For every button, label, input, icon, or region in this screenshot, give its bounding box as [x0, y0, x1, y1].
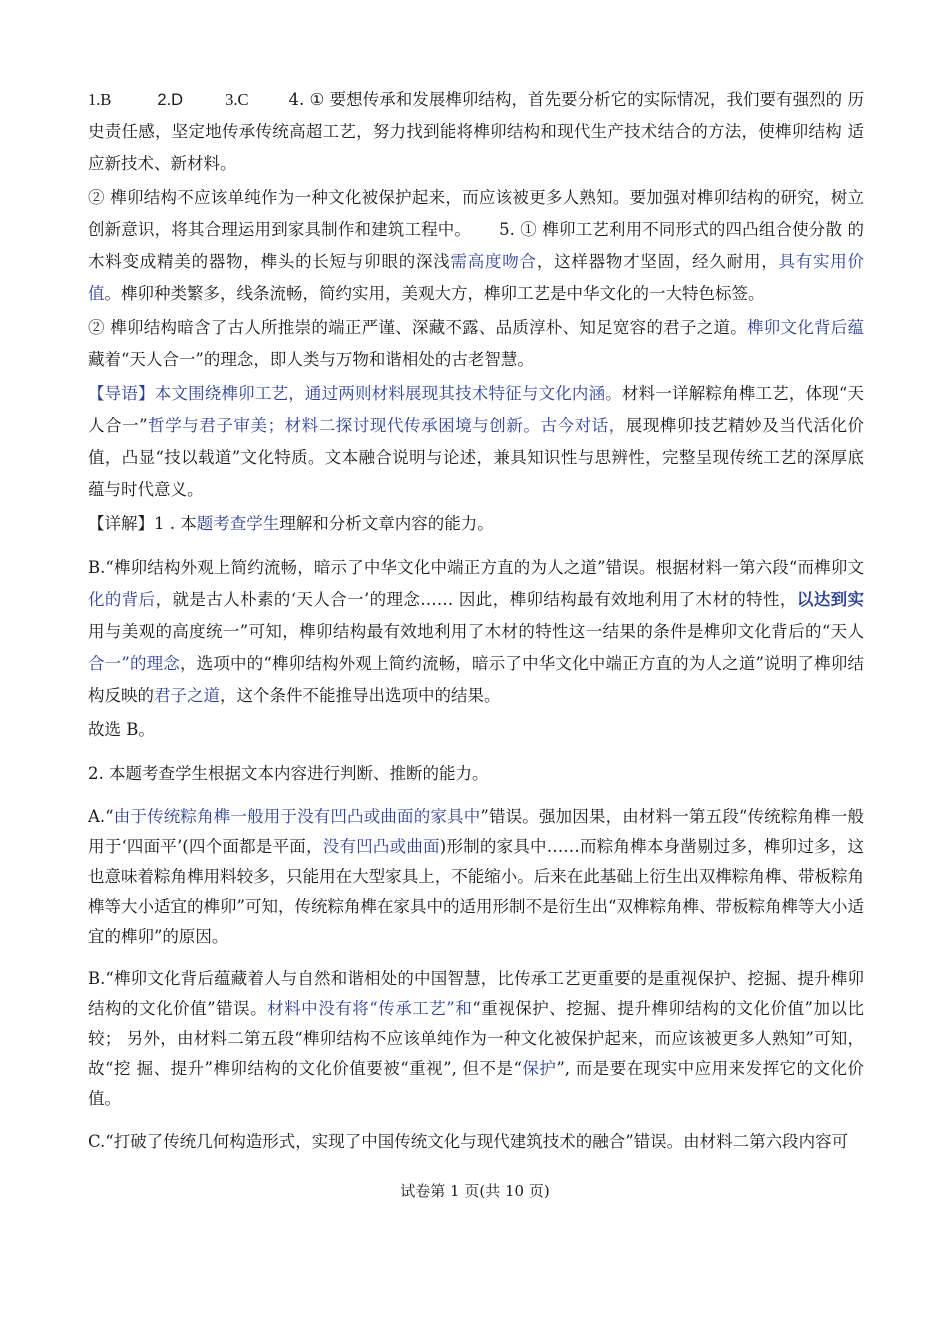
- b-opt-b: 材料中没有将“传承工艺”和: [267, 999, 473, 1018]
- guide-paragraph: [88, 378, 864, 506]
- b-opt-c: “重视保护、挖掘、提升榫卯结构的文化价值”加以比较； 另外，由材料二第五段“榫卯结构不应该单纯作为一种文化被保护起来，而应该被更多人熟知”可知，故“挖 掘、提升”榫卯结构的文化价值要被“重视”, 但不是“: [88, 999, 865, 1078]
- b1-f: 合一”的理念: [88, 654, 180, 673]
- question-2-text: 2. 本题考查学生根据文本内容进行判断、推断的能力。: [88, 764, 489, 783]
- option-a-analysis: [88, 802, 864, 952]
- answer-4-part-2-paragraph: [88, 182, 864, 310]
- guide-c: 哲学与君子审美；材料二探讨现代传承困境与创新。古今对话，: [147, 416, 626, 435]
- a-opt-e: )形制的家具中……而粽角榫本身凿剔过多，榫卯过多，这也意味着粽角榫用料较多，只能用在大型家具上，不能缩小。后来在此基础上衍生出双榫粽角榫、带板粽角榫等大小适宜的榫卯”可知，传统粽角榫在家具中的适用形制不是衍生出“双榫粽角榫、带板粽角榫等大小适宜的榫卯”的原因。: [88, 837, 865, 946]
- b1-c: ，就是古人朴素的‘天人合一’的理念…… 因此，榫卯结构最有效地利用了木材的特性，: [155, 590, 797, 609]
- detail-a: 【详解】1 . 本: [88, 514, 197, 533]
- b1-b: 化的背后: [88, 590, 156, 609]
- answer-4-part-2: ② 榫卯结构不应该单纯作为一种文化被保护起来，而应该被更多人熟知。要加强对榫卯结构的研究，树立 创新意识，将其合理运用到家具制作和建筑工程中。: [88, 188, 864, 239]
- answer-2: 2.D: [157, 91, 184, 109]
- answer-1: 1.B: [88, 90, 112, 109]
- b-opt-e: ”, 而是要在现实中应用来发挥它的文化价值。: [88, 1059, 864, 1108]
- answer-4-part-1: 4. ① 要想传承和发展榫卯结构，首先要分析它的实际情况，我们要有强烈的 历史责任感，坚定地传承传统高超工艺，努力找到能将榫卯结构和现代生产技术结合的方法，使榫卯结构 适应新技术、新材料。: [88, 90, 864, 173]
- guide-d: 展现榫卯技艺精妙及当代活化价 值，凸显“技以载道”文化特质。文本融合说明与论述，兼具知识性与思辨性，完整呈现传统工艺的深厚底 蕴与时代意义。: [88, 416, 865, 499]
- answer-5-part-1-c: ，这样器物才坚固，经久耐用，: [536, 252, 779, 271]
- detail-heading: [88, 508, 864, 540]
- answers-paragraph: [88, 84, 864, 180]
- c-opt-text: C.“打破了传统几何构造形式，实现了中国传统文化与现代建筑技术的融合”错误。由材料二第六段内容可: [88, 1132, 849, 1151]
- b1-e: 用与美观的高度统一”可知，榫卯结构最有效地利用了木材的特性这一结果的条件是榫卯文化背后的“天人: [88, 622, 864, 641]
- b1-g: ，选项中的“榫卯结构外观上简约流畅，暗示了中华文化中端正方直的为人之道”说明了榫卯结 构反映的: [88, 654, 864, 705]
- a-opt-d: 没有凹凸或曲面: [322, 837, 440, 856]
- page-footer: 试卷第 1 页(共 10 页): [400, 1182, 550, 1200]
- b1-i: ，这个条件不能推导出选项中的结果。: [220, 686, 501, 705]
- answer-5-part-1-a: 5. ① 榫卯工艺利用不同形式的四凸组合使分散 的木料变成精美的器物，榫头的长短与卯眼的深浅: [88, 220, 865, 271]
- a-opt-c: ”错误。强加因果，由材料一第五段“传统粽角榫一般用于‘四面平’(四个面都是平面，: [88, 807, 865, 856]
- document-body: [88, 84, 864, 1160]
- option-b-analysis-2: [88, 964, 864, 1114]
- answer-3: 3.C: [225, 90, 249, 109]
- option-b-analysis-1: [88, 552, 864, 712]
- answer-5-part-2-paragraph: [88, 312, 864, 376]
- detail-c: 理解和分析文章内容的能力。: [279, 514, 494, 533]
- guide-b: 材料一详解粽角榫工艺，体现“天 人合一”: [88, 384, 865, 435]
- conclusion-text: 故选 B。: [88, 720, 155, 739]
- answer-5-part-2-c: 藏着“天人合一”的理念，即人类与万物和谐相处的古老智慧。: [88, 350, 534, 369]
- detail-b: 题考查学生: [196, 514, 280, 533]
- answer-5-part-1-b: 需高度吻合: [450, 252, 537, 271]
- option-c-analysis: [88, 1126, 864, 1158]
- a-opt-a: A.“: [88, 807, 114, 826]
- answer-5-part-1-d: 具有实用价 值: [88, 252, 865, 303]
- answer-5-part-1-e: 。榫卯种类繁多，线条流畅，简约实用，美观大方，榫卯工艺是中华文化的一大特色标签。: [104, 284, 765, 303]
- b-opt-a: B.“榫卯文化背后蕴藏着人与自然和谐相处的中国智慧，比传承工艺更重要的是重视保护、挖掘、提升榫卯结构的文化价值”错误。: [88, 969, 864, 1018]
- question-2-heading: [88, 758, 864, 790]
- conclusion: [88, 714, 864, 746]
- answer-5-part-2-b: 榫卯文化背后蕴: [746, 318, 865, 337]
- guide-a: 【导语】本文围绕榫卯工艺，通过两则材料展现其技术特征与文化内涵。: [88, 384, 622, 403]
- a-opt-b: 由于传统粽角榫一般用于没有凹凸或曲面的家具中: [113, 807, 481, 826]
- b1-d: 以达到实: [796, 590, 864, 609]
- b1-h: 君子之道: [154, 686, 220, 705]
- b1-a: B.“榫卯结构外观上简约流畅，暗示了中华文化中端正方直的为人之道”错误。根据材料一第六段“而榫卯文: [88, 558, 864, 577]
- answer-5-part-2-a: ② 榫卯结构暗含了古人所推崇的端正严谨、深藏不露、品质淳朴、知足宽容的君子之道。: [88, 318, 747, 337]
- b-opt-d: 保护: [521, 1059, 557, 1078]
